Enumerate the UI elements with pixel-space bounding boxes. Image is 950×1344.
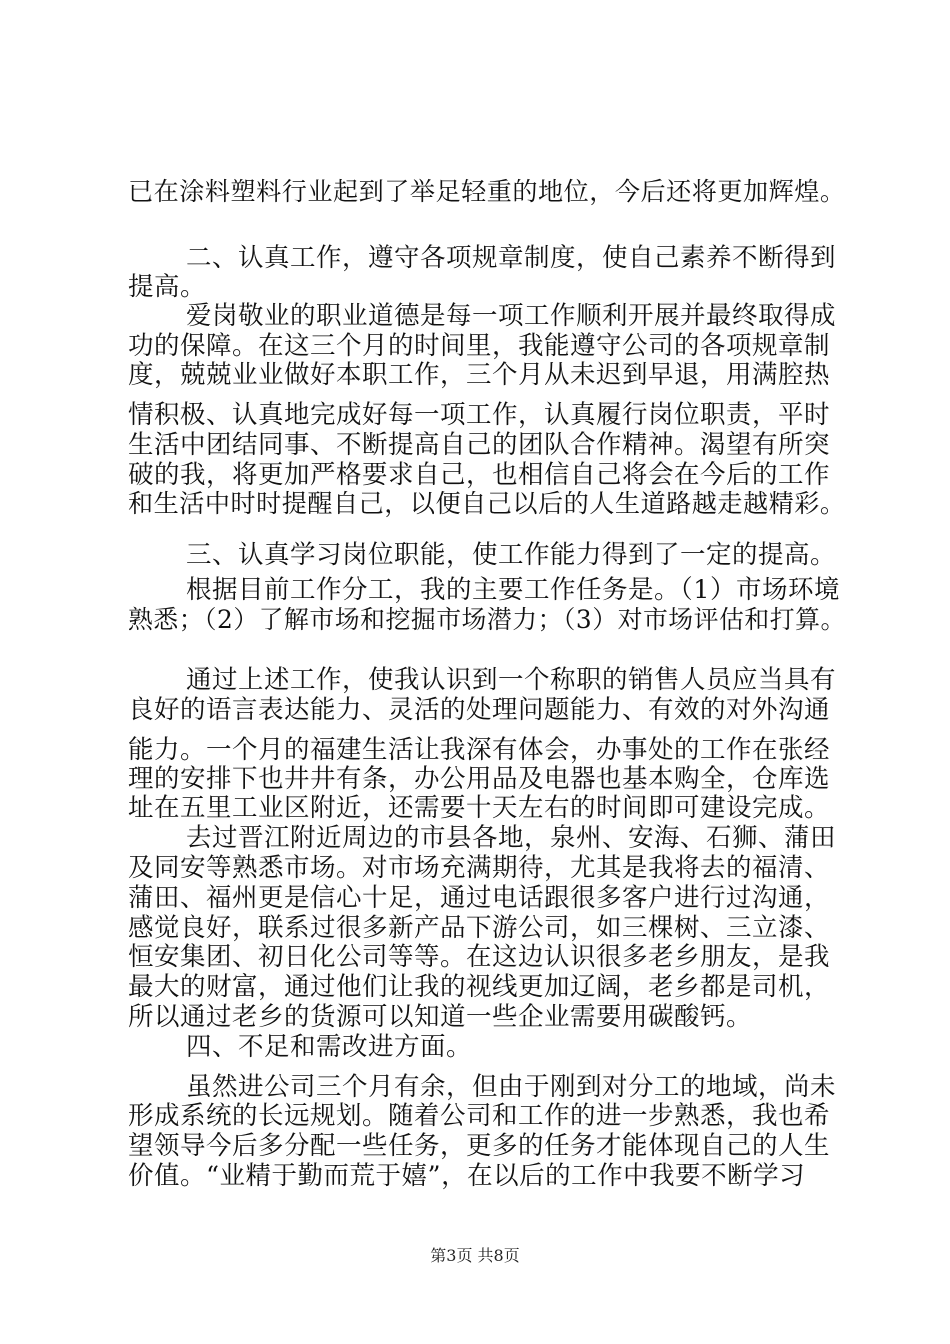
text-line: 价值。“业精于勤而荒于嬉”，在以后的工作中我要不断学习 bbox=[128, 1161, 806, 1191]
text-line: 望领导今后多分配一些任务，更多的任务才能体现自己的人生 bbox=[128, 1131, 831, 1161]
text-line: 熟悉；（2）了解市场和挖掘市场潜力；（3）对市场评估和打算。 bbox=[128, 605, 846, 634]
text-line: 理的安排下也井井有条，办公用品及电器也基本购全，仓库选 bbox=[128, 764, 831, 794]
paragraph-start: 去过晋江附近周边的市县各地，泉州、安海、石狮、蒲田 bbox=[186, 823, 837, 853]
text-line: 情积极、认真地完成好每一项工作，认真履行岗位职责，平时 bbox=[128, 400, 831, 430]
text-line: 最大的财富，通过他们让我的视线更加辽阔，老乡都是司机， bbox=[128, 972, 831, 1002]
text-line: 址在五里工业区附近，还需要十天左右的时间即可建设完成。 bbox=[128, 793, 831, 823]
text-line: 形成系统的长远规划。随着公司和工作的进一步熟悉，我也希 bbox=[128, 1101, 831, 1131]
text-line: 及同安等熟悉市场。对市场充满期待，尤其是我将去的福清、 bbox=[128, 853, 831, 883]
paragraph-start: 通过上述工作，使我认识到一个称职的销售人员应当具有 bbox=[186, 665, 837, 695]
section-heading: 二、认真工作，遵守各项规章制度，使自己素养不断得到 bbox=[186, 243, 837, 273]
section-heading: 四、不足和需改进方面。 bbox=[186, 1032, 473, 1062]
text-line: 提高。 bbox=[128, 272, 207, 302]
text-line: 度，兢兢业业做好本职工作，三个月从未迟到早退，用满腔热 bbox=[128, 360, 831, 390]
text-line: 所以通过老乡的货源可以知道一些企业需要用碳酸钙。 bbox=[128, 1002, 753, 1032]
page-footer: 第3页 共8页 bbox=[430, 1246, 520, 1265]
text-line: 功的保障。在这三个月的时间里，我能遵守公司的各项规章制 bbox=[128, 331, 831, 361]
text-line: 已在涂料塑料行业起到了举足轻重的地位，今后还将更加辉煌。 bbox=[128, 177, 846, 206]
text-line: 生活中团结同事、不断提高自己的团队合作精神。渴望有所突 bbox=[128, 430, 831, 460]
text-line: 和生活中时时提醒自己，以便自己以后的人生道路越走越精彩。 bbox=[128, 489, 846, 518]
section-heading: 三、认真学习岗位职能，使工作能力得到了一定的提高。 bbox=[186, 540, 837, 570]
text-line: 破的我，将更加严格要求自己，也相信自己将会在今后的工作 bbox=[128, 460, 831, 490]
text-line: 能力。一个月的福建生活让我深有体会，办事处的工作在张经 bbox=[128, 735, 831, 765]
text-line: 恒安集团、初日化公司等等。在这边认识很多老乡朋友，是我 bbox=[128, 942, 831, 972]
paragraph-start: 虽然进公司三个月有余，但由于刚到对分工的地域，尚未 bbox=[186, 1072, 837, 1102]
paragraph-start: 根据目前工作分工，我的主要工作任务是。（1）市场环境 bbox=[186, 575, 840, 605]
text-line: 良好的语言表达能力、灵活的处理问题能力、有效的对外沟通 bbox=[128, 695, 831, 725]
text-line: 蒲田、福州更是信心十足，通过电话跟很多客户进行过沟通， bbox=[128, 883, 831, 913]
paragraph-start: 爱岗敬业的职业道德是每一项工作顺利开展并最终取得成 bbox=[186, 301, 837, 331]
text-line: 感觉良好，联系过很多新产品下游公司，如三棵树、三立漆、 bbox=[128, 913, 831, 943]
